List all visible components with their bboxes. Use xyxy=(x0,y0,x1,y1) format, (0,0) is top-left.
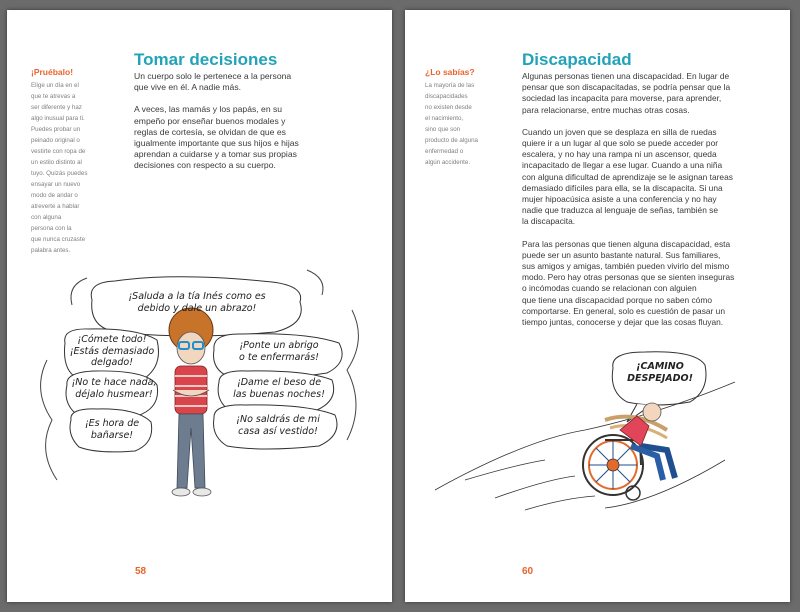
speed-line xyxy=(525,496,595,510)
page-number: 60 xyxy=(522,566,534,577)
motion-line xyxy=(71,278,87,305)
speech-bubble-text: ¡No saldrás de mi casa así vestido! xyxy=(236,414,320,437)
body-text: Algunas personas tienen una discapacidad. En lugar de pensar que son discapacitadas, se podría pensar que la sociedad las incapacita para moverse, para aprender, para relacionarse, entre muchas otras cosas. Cuando un joven que se desplaza en silla de ruedas quiere ir a un lugar al que solo se puede acceder por escalera, y no hay una rampa ni un ascensor, queda incapacitado de llegar a ese lugar. Cuando a una niña con alguna dificultad de aprendizaje se le asignan tareas demasiado difíciles para ella, se la discapacita. Si una mujer hipoacúsica asiste a una conferencia y no hay nadie que traduzca al lenguaje de señas, también se la discapacita. Para las personas que tienen alguna discapacidad, esta puede ser un asunto bastante natural. Sus familiares, sus amigos y amigas, también pueden vivirlo del mismo modo. Pero hay otras personas que se sienten inseguras o incómodas cuando se relacionan con alguien que tiene una discapacidad porque no saben cómo comportarse. En general, solo es cuestión de pasar un tiempo juntas, conocerse y dejar que las cosas fluyan. xyxy=(522,71,735,328)
speech-bubble-text: ¡Ponte un abrigo o te enfermarás! xyxy=(239,340,319,363)
speed-line xyxy=(605,460,725,508)
speech-bubble-text: ¡Dame el beso de las buenas noches! xyxy=(233,377,325,400)
sidebar-text: Elige un día en el que te atrevas a ser diferente y haz algo inusual para ti. Puedes probar un peinado original o vestirte con ropa de un estilo distinto al tuyo. Quizás puedes ensayar un nuevo modo de andar o atreverte a hablar con alguna persona con la que nunca cruzaste palabra antes. xyxy=(31,82,88,254)
kid-figure xyxy=(169,308,213,496)
speech-bubble-text: ¡Saluda a la tía Inés como es debido y dale un abrazo! xyxy=(128,291,266,314)
sidebar-heading: ¡Pruébalo! xyxy=(31,67,74,77)
speech-bubble-text: ¡Cómete todo! ¡Estás demasiado delgado! xyxy=(69,334,155,368)
page-title: Discapacidad xyxy=(522,50,632,69)
speed-line xyxy=(465,460,545,480)
page-title: Tomar decisiones xyxy=(134,50,278,69)
sidebar-heading: ¿Lo sabías? xyxy=(425,67,475,77)
sidebar-text: La mayoría de las discapacidades no existen desde el nacimiento, sino que son producto de alguna enfermedad o algún accidente. xyxy=(425,82,478,166)
motion-line xyxy=(307,270,323,295)
motion-line xyxy=(41,360,57,480)
right-page xyxy=(405,10,790,602)
speech-bubble-text: ¡Es hora de bañarse! xyxy=(84,418,140,441)
speed-line xyxy=(495,476,575,498)
page-number: 58 xyxy=(135,566,147,577)
left-page xyxy=(7,10,392,602)
motion-line xyxy=(347,310,358,440)
speech-bubble-text: ¡CAMINO DESPEJADO! xyxy=(627,361,693,384)
illustration-wheelchair xyxy=(405,10,790,602)
body-text: Un cuerpo solo le pertenece a la persona que vive en él. A nadie más. A veces, las mamás y los papás, en su empeño por enseñar buenos modales y reglas de cortesía, se olvidan de que es igualmente importante que sus hijos e hijas aprendan a cuidarse y a tomar sus propias decisiones con respecto a su cuerpo. xyxy=(134,71,299,171)
speech-bubble-text: ¡No te hace nada, déjalo husmear! xyxy=(71,377,157,400)
wheelchair-figure xyxy=(583,403,675,500)
